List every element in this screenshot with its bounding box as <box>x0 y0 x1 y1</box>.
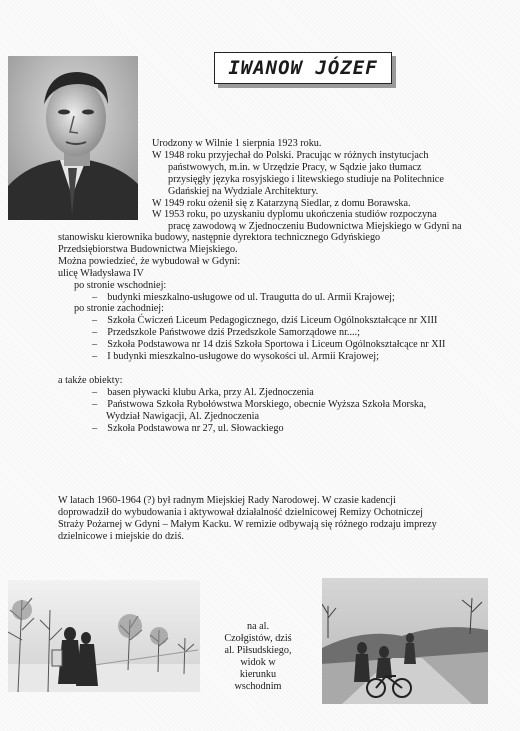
also-item-text: basen pływacki klubu Arka, przy Al. Zjednoczenia <box>107 386 314 398</box>
body-paragraph <box>58 232 445 435</box>
council-line: Straży Pożarnej w Gdyni – Małym Kacku. W remizie odbywają się różnego rodzaju imprezy <box>58 518 437 530</box>
road-image <box>322 578 488 704</box>
also-item <box>58 399 445 411</box>
west-item-text: I budynki mieszkalno-usługowe do wysokości ul. Armii Krajowej; <box>107 351 379 363</box>
body-line: ulicę Władysława IV <box>58 267 144 279</box>
portrait-image <box>8 56 138 220</box>
intro-line: przysięgły języka rosyjskiego i litewskiego studiuje na Politechnice <box>168 173 444 185</box>
caption-line: Czołgistów, dziś <box>224 632 292 644</box>
council-paragraph <box>58 495 437 543</box>
intro-paragraph <box>152 138 462 233</box>
also-objects-header: a także obiekty: <box>58 374 123 386</box>
body-line: stanowisku kierownika budowy, następnie dyrektora technicznego Gdyńskiego <box>58 232 381 243</box>
west-item <box>58 315 445 327</box>
dash-bullet: – <box>92 351 98 363</box>
west-item-text: Szkoła Podstawowa nr 14 dziś Szkoła Sportowa i Liceum Ogólnokształcące nr XII <box>107 339 446 351</box>
body-line: Przedsiębiorstwa Budownictwa Miejskiego. <box>58 243 238 255</box>
east-item-text: budynki mieszkalno-usługowe od ul. Traugutta do ul. Armii Krajowej; <box>107 291 395 303</box>
body-line: Można powiedzieć, że wybudował w Gdyni: <box>58 255 241 267</box>
also-item-continuation: Wydział Nawigacji, Al. Zjednoczenia <box>106 410 259 422</box>
winter-street-image <box>8 580 200 692</box>
road-photo <box>322 578 488 704</box>
intro-line: pracę zawodową w Zjednoczeniu Budownictwa Miejskiego w Gdyni na <box>168 221 462 233</box>
west-side-header: po stronie zachodniej: <box>74 303 164 315</box>
dash-bullet: – <box>92 422 98 434</box>
council-line: doprowadził do wybudowania i aktywował działalność dzielnicowej Remizy Ochotniczej <box>58 506 423 518</box>
dash-bullet: – <box>92 386 98 398</box>
west-item-text: Przedszkole Państwowe dziś Przedszkole Samorządowe nr....; <box>107 327 360 339</box>
intro-line: W 1953 roku, po uzyskaniu dyplomu ukończenia studiów rozpoczyna <box>152 209 437 221</box>
east-side-header: po stronie wschodniej: <box>74 279 167 291</box>
intro-line: W 1949 roku ożenił się z Katarzyną Siedlar, z domu Borawska. <box>152 197 411 209</box>
also-item-text: Państwowa Szkoła Rybołówstwa Morskiego, obecnie Wyższa Szkoła Morska, <box>107 398 427 410</box>
caption-line: al. Piłsudskiego, <box>224 644 292 656</box>
portrait-photo <box>8 56 138 220</box>
also-item <box>58 423 445 435</box>
also-item-text: Szkoła Podstawowa nr 27, ul. Słowackiego <box>107 422 284 434</box>
intro-line: państwowych, m.in. w Urzędzie Pracy, w Sądzie jako tłumacz <box>168 161 422 173</box>
photo-caption <box>206 621 310 692</box>
caption-line: wschodnim <box>234 680 282 692</box>
caption-line: kierunku <box>239 668 277 680</box>
dash-bullet: – <box>92 339 98 351</box>
west-item-text: Szkoła Ćwiczeń Liceum Pedagogicznego, dziś Liceum Ogólnokształcące nr XIII <box>107 315 438 327</box>
also-item <box>58 387 445 399</box>
page-title: IWANOW JÓZEF <box>214 52 392 84</box>
dash-bullet: – <box>92 398 98 410</box>
dash-bullet: – <box>92 315 98 327</box>
council-line: dzielnicowe i miejskie do dziś. <box>58 530 184 542</box>
council-line: W latach 1960-1964 (?) był radnym Miejskiej Rady Narodowej. W czasie kadencji <box>58 495 396 506</box>
dash-bullet: – <box>92 291 98 303</box>
intro-line: W 1948 roku przyjechał do Polski. Pracując w różnych instytucjach <box>152 149 429 161</box>
caption-line: na al. <box>246 621 270 632</box>
west-item <box>58 339 445 351</box>
west-item <box>58 327 445 339</box>
east-item <box>58 292 445 304</box>
dash-bullet: – <box>92 327 98 339</box>
intro-line: Gdańskiej na Wydziale Architektury. <box>168 185 319 197</box>
west-item <box>58 351 445 363</box>
intro-line: Urodzony w Wilnie 1 sierpnia 1923 roku. <box>152 138 322 149</box>
winter-street-photo <box>8 580 200 692</box>
caption-line: widok w <box>240 656 276 668</box>
